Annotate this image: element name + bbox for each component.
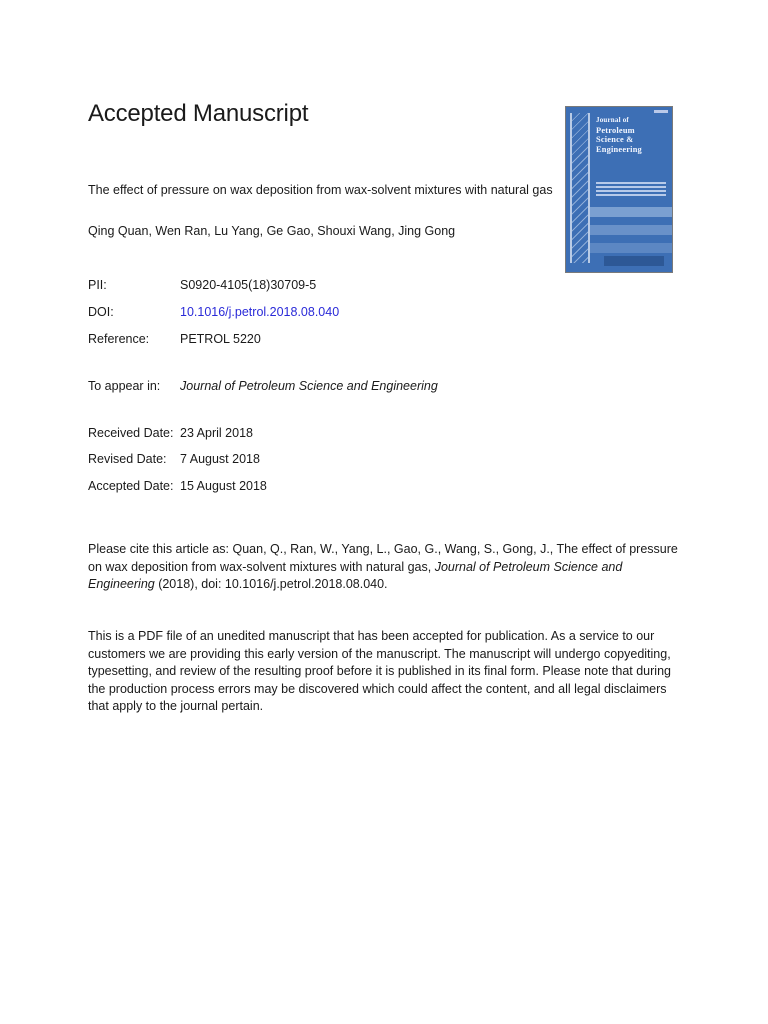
revised-label: Revised Date: (88, 452, 167, 466)
citation-prefix: Please cite this article as: Quan, Q., Ran, W., Yang, L., Gao, G., Wang, S., Gong, J., The effect of pressure on wax deposition from wax-solvent mixtures with natural gas, (88, 542, 678, 574)
appear-row (88, 379, 438, 393)
accepted-value: 15 August 2018 (180, 479, 267, 493)
journal-cover-image (565, 106, 673, 273)
pii-row (88, 278, 316, 292)
citation-paragraph (88, 541, 678, 594)
accepted-label: Accepted Date: (88, 479, 174, 493)
reference-row (88, 332, 261, 346)
doi-link[interactable]: 10.1016/j.petrol.2018.08.040 (180, 305, 340, 319)
reference-label: Reference: (88, 332, 150, 346)
author-list: Qing Quan, Wen Ran, Lu Yang, Ge Gao, Shouxi Wang, Jing Gong (88, 224, 456, 238)
disclaimer-paragraph: This is a PDF file of an unedited manuscript that has been accepted for publication. As a service to our customers we are providing this early version of the manuscript. The manuscript will undergo copyediting, typesetting, and review of the resulting proof before it is published in its final form. Please note that during the production process errors may be discovered which could affect the content, and all legal disclaimers that apply to the journal pertain. (88, 629, 671, 713)
revised-value: 7 August 2018 (180, 452, 260, 466)
page-heading: Accepted Manuscript (88, 100, 309, 127)
citation-journal: Journal of Petroleum Science and Engineering (88, 559, 623, 591)
article-title: The effect of pressure on wax deposition from wax-solvent mixtures with natural gas (88, 183, 553, 197)
pii-label: PII: (88, 278, 107, 292)
revised-row (88, 452, 260, 466)
pii-value: S0920-4105(18)30709-5 (180, 278, 317, 292)
doi-row (88, 305, 339, 319)
received-value: 23 April 2018 (180, 426, 253, 440)
cover-journal-name: Journal of Petroleum Science & Engineering (596, 116, 642, 154)
derrick-graphic (570, 113, 590, 263)
received-label: Received Date: (88, 426, 174, 440)
appear-label: To appear in: (88, 379, 161, 393)
doi-label: DOI: (88, 305, 114, 319)
accepted-row (88, 479, 267, 493)
reference-value: PETROL 5220 (180, 332, 261, 346)
appear-value: Journal of Petroleum Science and Engineering (180, 379, 438, 393)
received-row (88, 426, 253, 440)
citation-suffix: (2018), doi: 10.1016/j.petrol.2018.08.040. (154, 577, 388, 591)
